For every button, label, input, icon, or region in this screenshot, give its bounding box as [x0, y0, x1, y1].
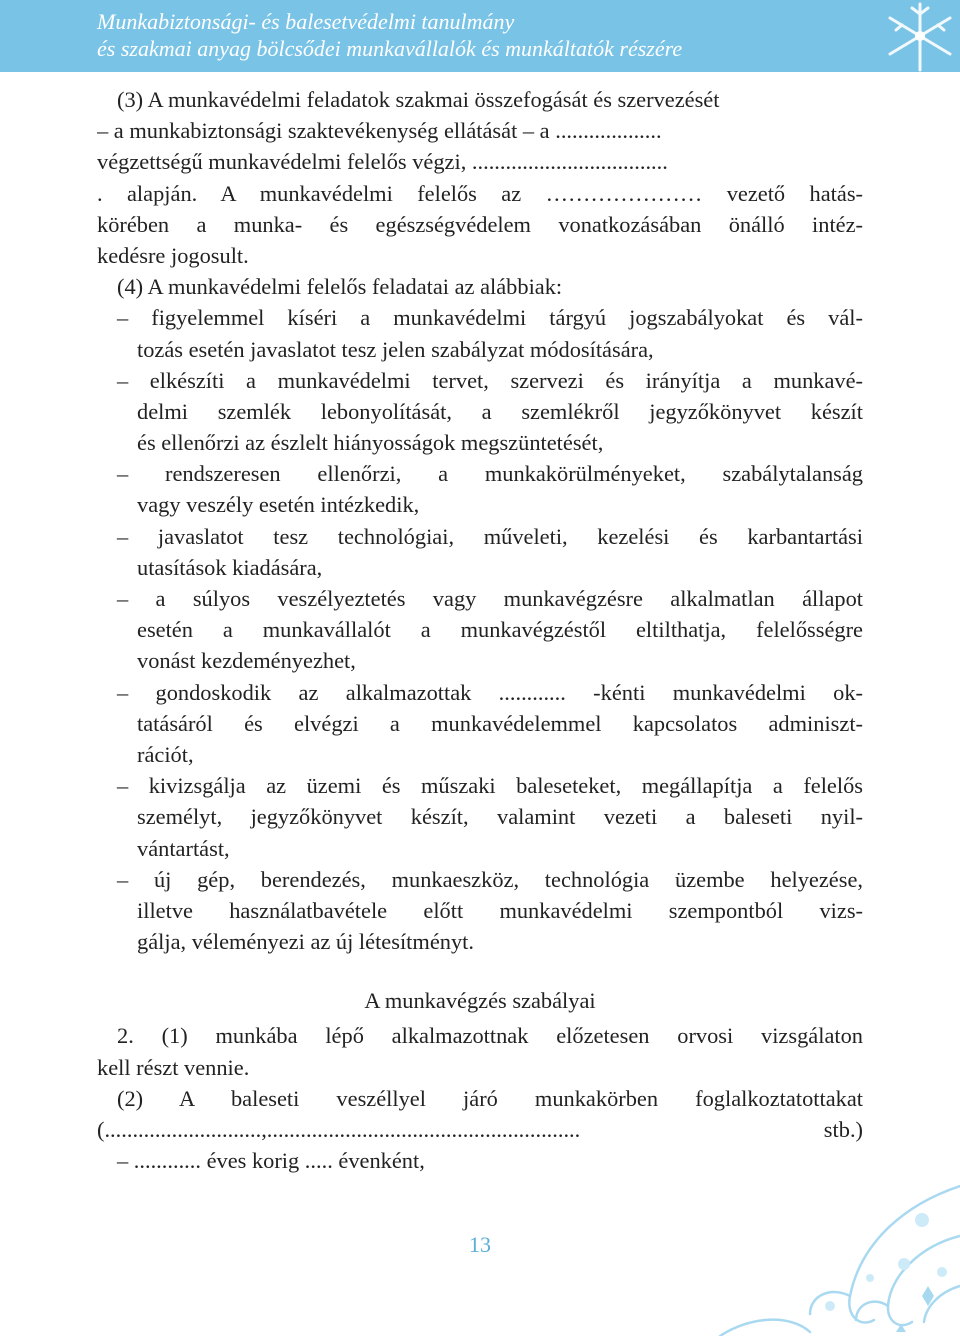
snowflake-ornament-icon	[810, 0, 960, 72]
list-item-line: – figyelemmel kíséri a munkavédelmi tárgyú jogszabályokat és vál-	[117, 305, 863, 331]
list-item-line: rációt,	[137, 741, 194, 767]
text-line: (4) A munkavédelmi felelős feladatai az alábbiak:	[117, 274, 563, 300]
list-item-line: – rendszeresen ellenőrzi, a munkakörülményeket, szabálytalanság	[117, 461, 863, 487]
document-body	[97, 84, 863, 1176]
page-number: 13	[469, 1232, 491, 1257]
list-item-line: – javaslatot tesz technológiai, műveleti, kezelési és karbantartási	[117, 523, 863, 549]
text-line: – a munkabiztonsági szaktevékenység ellátását – a ...................	[97, 118, 662, 144]
list-item-line: vántartást,	[137, 835, 230, 861]
list-item-line: tatásáról és elvégzi a munkavédelemmel kapcsolatos adminiszt-	[137, 710, 863, 736]
section-heading: A munkavégzés szabályai	[364, 988, 596, 1014]
text-line: körében a munka- és egészségvédelem vonatkozásában önálló intéz-	[97, 211, 863, 237]
text-line: (2) A baleseti veszéllyel járó munkakörben foglalkoztatottakat	[117, 1085, 863, 1111]
list-item-line: – a súlyos veszélyeztetés vagy munkavégzésre alkalmatlan állapot	[117, 586, 863, 611]
text-line: (3) A munkavédelmi feladatok szakmai összefogását és szervezését	[117, 87, 720, 112]
text-line: kell részt vennie.	[97, 1054, 250, 1080]
list-item-line: és ellenőrzi az észlelt hiányosságok megszüntetését,	[137, 430, 604, 456]
text-line: . alapján. A munkavédelmi felelős az ………………… vezető hatás-	[97, 180, 863, 206]
list-item-line: vonást kezdeményezhet,	[137, 648, 356, 674]
header-title-line-2: és szakmai anyag bölcsődei munkavállalók és munkáltatók részére	[97, 36, 683, 61]
list-item-line: tozás esetén javaslatot tesz jelen szabályzat módosítására,	[137, 336, 654, 362]
header-title	[97, 8, 682, 62]
text-line: 2. (1) munkába lépő alkalmazottnak előzetesen orvosi vizsgálaton	[117, 1023, 863, 1049]
text-line: (............................,........................................................ stb.)	[97, 1117, 863, 1142]
text-line: kedésre jogosult.	[97, 242, 249, 268]
text-line: végzettségű munkavédelmi felelős végzi, ...................................	[97, 149, 668, 175]
floral-ornament-icon	[660, 1146, 960, 1336]
list-item-line: delmi szemlék lebonyolítását, a szemlékről jegyzőkönyvet készít	[137, 398, 863, 424]
list-item-line: személyt, jegyzőkönyvet készít, valamint vezeti a baleseti nyil-	[137, 804, 863, 830]
list-item-line: vagy veszély esetén intézkedik,	[137, 492, 420, 518]
header-title-line-1: Munkabiztonsági- és balesetvédelmi tanulmány	[97, 9, 515, 34]
list-item-line: – új gép, berendezés, munkaeszköz, technológia üzembe helyezése,	[117, 866, 863, 892]
list-item-line: – kivizsgálja az üzemi és műszaki baleseteket, megállapítja a felelős	[117, 773, 863, 799]
list-item-line: – elkészíti a munkavédelmi tervet, szervezi és irányítja a munkavé-	[117, 367, 863, 393]
list-item-line: – ............ éves korig ..... évenként,	[117, 1148, 425, 1174]
list-item-line: gálja, véleményezi az új létesítményt.	[137, 929, 474, 955]
list-item-line: esetén a munkavállalót a munkavégzéstől eltilthatja, felelősségre	[137, 617, 863, 643]
list-item-line: illetve használatbavétele előtt munkavédelmi szempontból vizs-	[137, 897, 863, 923]
list-item-line: utasítások kiadására,	[137, 554, 323, 580]
page-header	[0, 0, 960, 72]
list-item-line: – gondoskodik az alkalmazottak ............ -kénti munkavédelmi ok-	[117, 679, 863, 705]
